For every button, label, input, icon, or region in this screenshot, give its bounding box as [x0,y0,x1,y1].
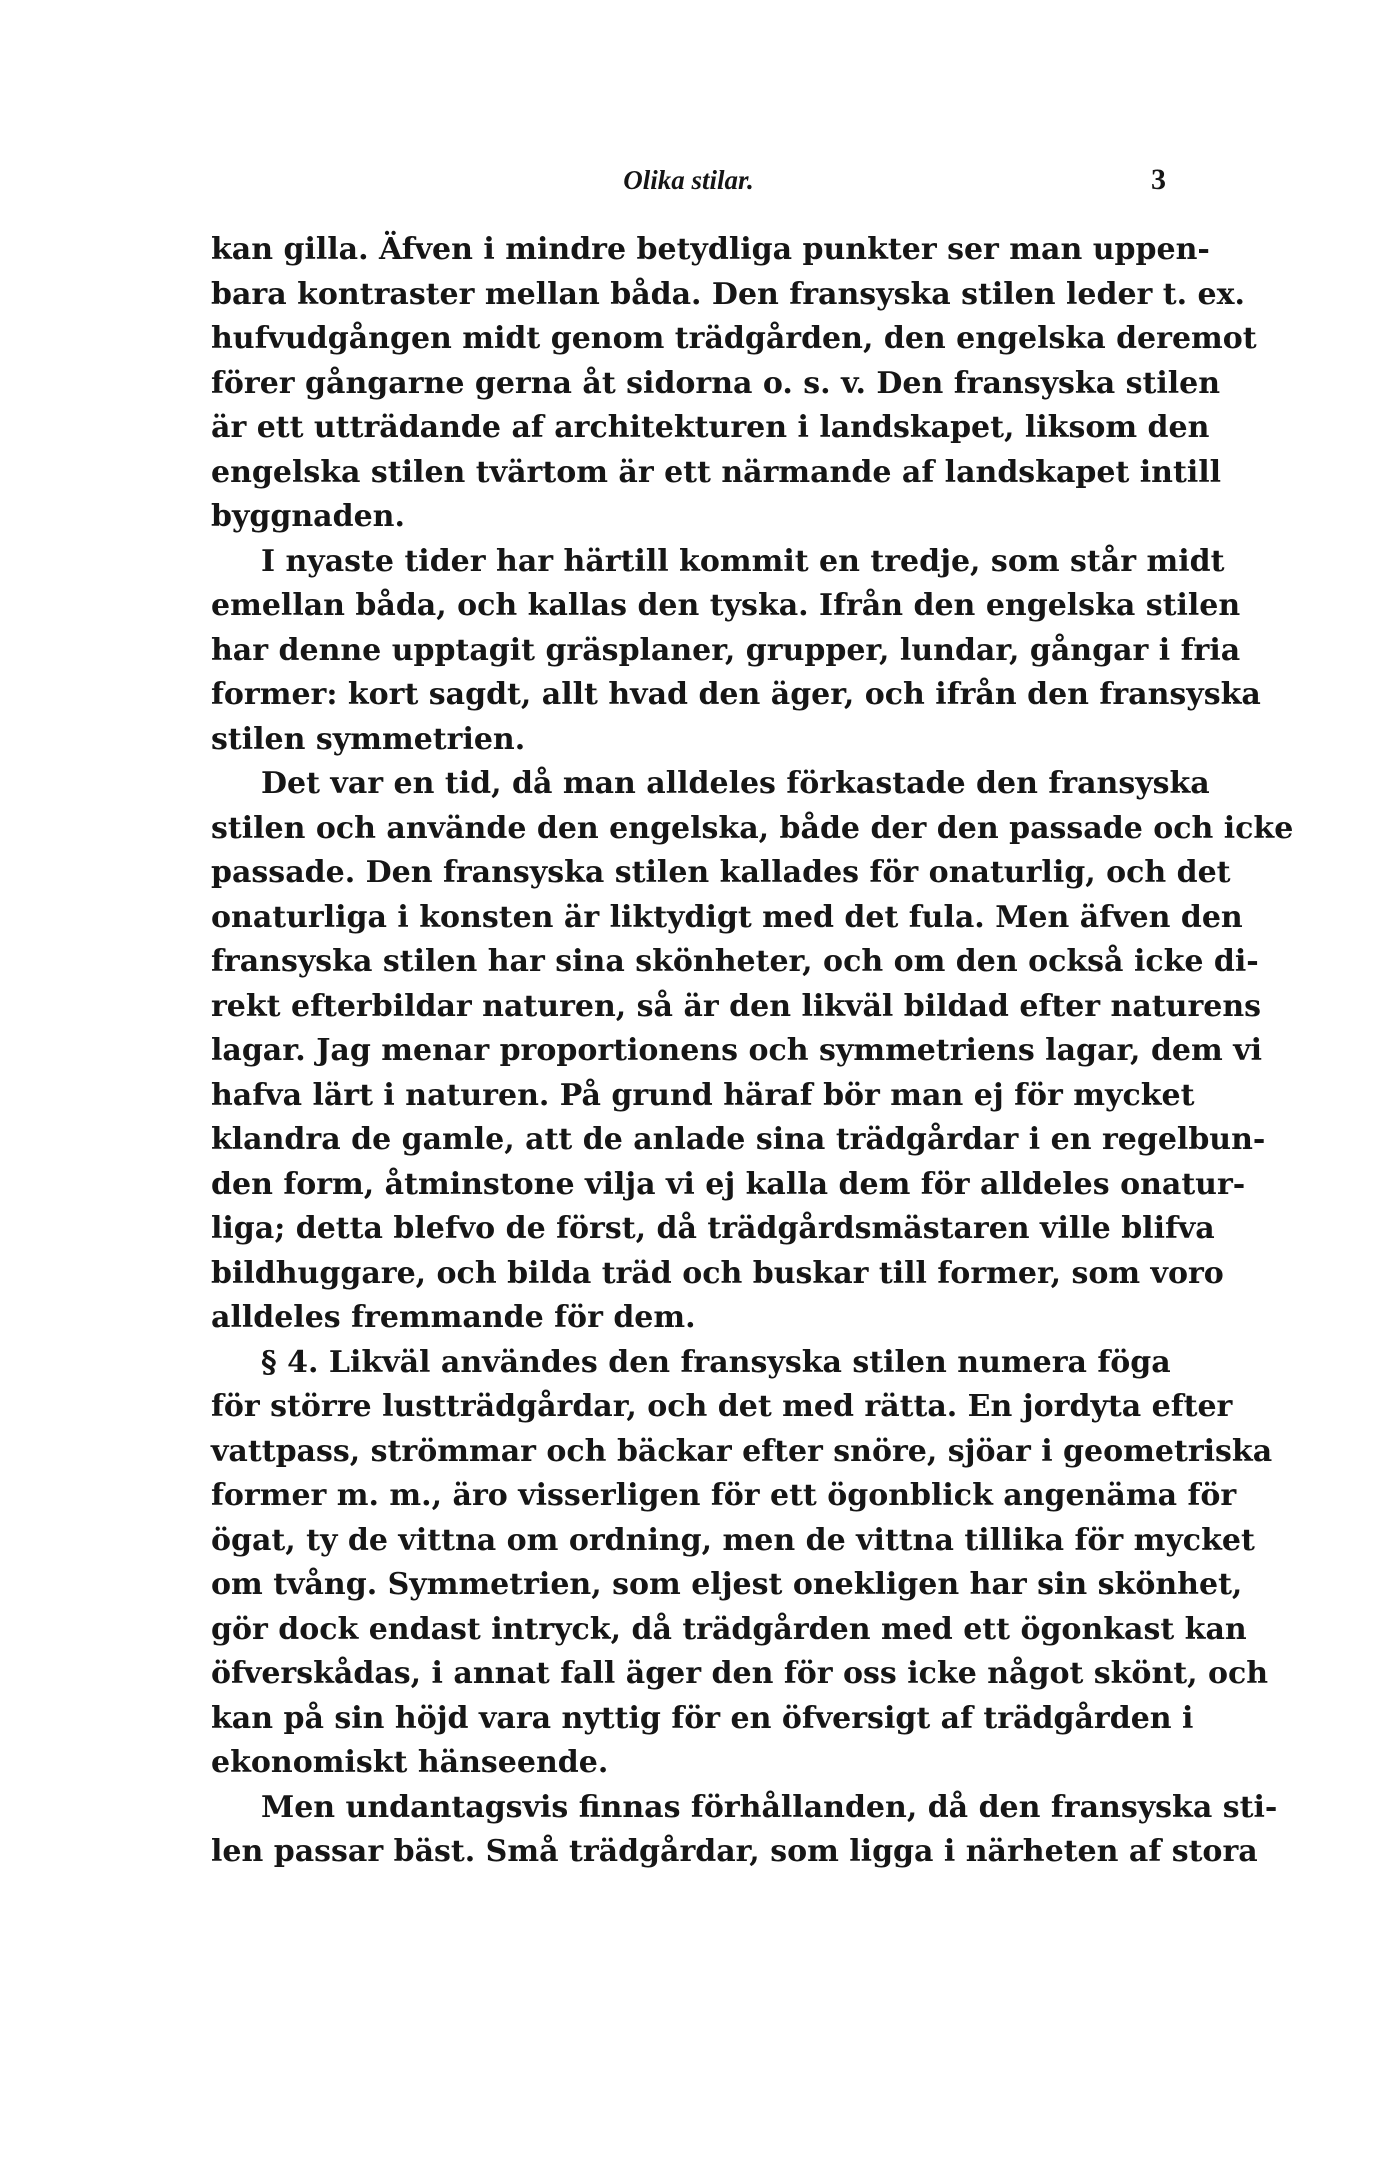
text-line: bara kontraster mellan båda. Den fransyska stilen leder t. ex. [211,276,1245,312]
running-title: Olika stilar. [623,165,754,195]
text-line: onaturliga i konsten är liktydigt med det fula. Men äfven den [211,899,1243,935]
text-line: alldeles fremmande för dem. [211,1300,696,1335]
text-line: engelska stilen tvärtom är ett närmande af landskapet intill [211,454,1222,490]
text-line: förer gångarne gerna åt sidorna o. s. v. Den fransyska stilen [211,365,1221,401]
text-line: om tvång. Symmetrien, som eljest onekligen har sin skönhet, [211,1567,1243,1602]
text-line: len passar bäst. Små trädgårdar, som ligga i närheten af stora [211,1834,1258,1869]
text-line: gör dock endast intryck, då trädgården med ett ögonkast kan [211,1611,1247,1647]
text-line: byggnaden. [211,499,405,534]
text-line: är ett utträdande af architekturen i landskapet, liksom den [211,410,1210,445]
text-line: klandra de gamle, att de anlade sina trädgårdar i en regelbun- [211,1122,1266,1157]
text-line: Det var en tid, då man alldeles förkastade den fransyska [261,766,1210,801]
body-text [211,228,1294,1875]
text-line: rekt efterbildar naturen, så är den likväl bildad efter naturens [211,988,1262,1024]
text-line: öfverskådas, i annat fall äger den för oss icke något skönt, och [211,1656,1269,1691]
text-line: stilen och använde den engelska, både der den passade och icke [211,810,1294,846]
text-line: lagar. Jag menar proportionens och symmetriens lagar, dem vi [211,1033,1263,1068]
text-line: Men undantagsvis finnas förhållanden, då den fransyska sti- [261,1789,1278,1825]
text-line: ekonomiskt hänseende. [211,1745,609,1780]
text-line: den form, åtminstone vilja vi ej kalla dem för alldeles onatur- [211,1166,1246,1202]
text-line: § 4. Likväl användes den fransyska stilen numera föga [261,1344,1171,1380]
text-line: fransyska stilen har sina skönheter, och om den också icke di- [211,944,1259,979]
text-line: vattpass, strömmar och bäckar efter snöre, sjöar i geometriska [211,1433,1273,1469]
text-line: former m. m., äro visserligen för ett ögonblick angenäma för [211,1478,1237,1513]
page-number: 3 [1151,163,1166,196]
text-line: I nyaste tider har härtill kommit en tredje, som står midt [261,543,1225,579]
text-line: hufvudgången midt genom trädgården, den engelska deremot [211,321,1257,356]
text-line: har denne upptagit gräsplaner, grupper, lundar, gångar i fria [211,632,1241,668]
text-line: stilen symmetrien. [211,721,526,757]
text-line: former: kort sagdt, allt hvad den äger, och ifrån den fransyska [211,677,1261,712]
text-line: ögat, ty de vittna om ordning, men de vittna tillika för mycket [211,1522,1255,1558]
text-line: passade. Den fransyska stilen kallades för onaturlig, och det [211,855,1231,890]
text-line: för större lustträdgårdar, och det med rätta. En jordyta efter [211,1389,1233,1424]
text-line: liga; detta blefvo de först, då trädgårdsmästaren ville blifva [211,1211,1215,1246]
text-line: bildhuggare, och bilda träd och buskar till former, som voro [211,1255,1224,1291]
text-line: emellan båda, och kallas den tyska. Ifrån den engelska stilen [211,588,1241,623]
text-line: hafva lärt i naturen. På grund häraf bör man ej för mycket [211,1077,1195,1113]
text-line: kan gilla. Äfven i mindre betydliga punkter ser man uppen- [211,232,1210,267]
text-line: kan på sin höjd vara nyttig för en öfversigt af trädgården i [211,1700,1194,1736]
running-head [211,160,1166,200]
